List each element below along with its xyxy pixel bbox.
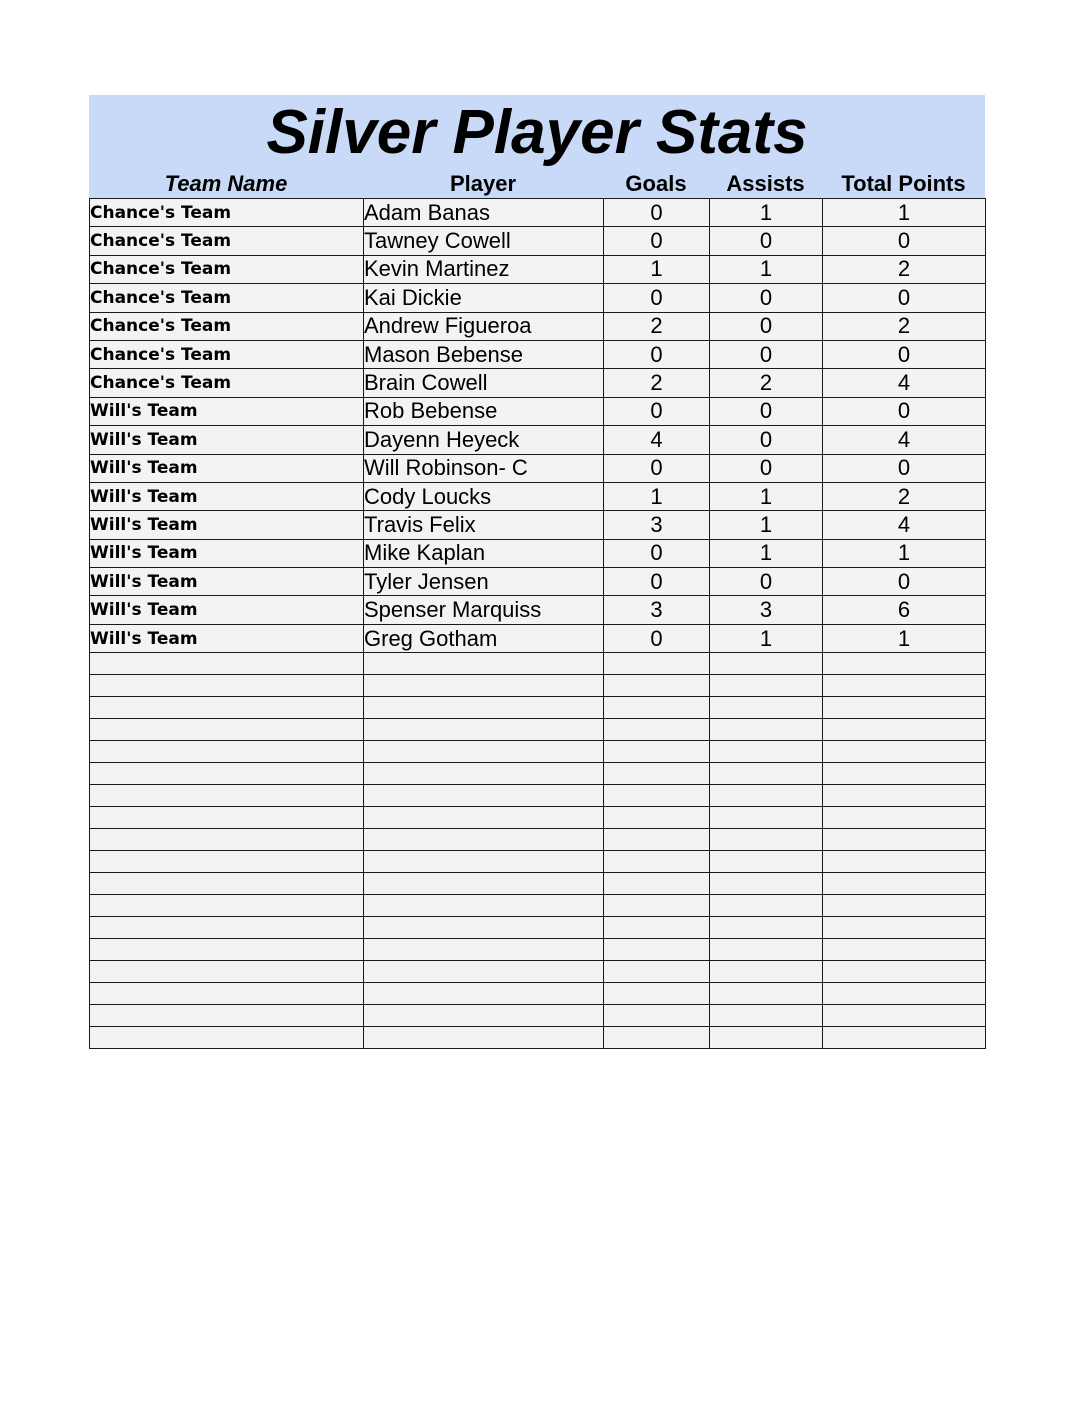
empty-cell[interactable] <box>90 961 364 983</box>
empty-cell[interactable] <box>710 939 823 961</box>
team-name-cell[interactable]: Will's Team <box>90 397 364 425</box>
table-row <box>90 539 986 567</box>
assists-cell[interactable]: 2 <box>710 369 823 397</box>
empty-cell[interactable] <box>823 939 986 961</box>
empty-table-row <box>90 851 986 873</box>
empty-table-row <box>90 653 986 675</box>
total-points-cell[interactable]: 2 <box>823 312 986 340</box>
empty-cell[interactable] <box>90 829 364 851</box>
goals-cell[interactable]: 0 <box>604 539 710 567</box>
assists-cell[interactable]: 3 <box>710 596 823 624</box>
player-name-cell[interactable]: Will Robinson- C <box>364 454 604 482</box>
team-name-cell[interactable]: Chance's Team <box>90 340 364 368</box>
empty-cell[interactable] <box>823 675 986 697</box>
empty-cell[interactable] <box>604 1005 710 1027</box>
team-name-cell[interactable]: Will's Team <box>90 454 364 482</box>
assists-cell[interactable]: 0 <box>710 426 823 454</box>
empty-cell[interactable] <box>604 785 710 807</box>
assists-cell[interactable]: 1 <box>710 511 823 539</box>
goals-cell[interactable]: 0 <box>604 199 710 227</box>
empty-table-row <box>90 873 986 895</box>
table-row <box>90 340 986 368</box>
player-name-cell[interactable]: Cody Loucks <box>364 482 604 510</box>
table-row <box>90 426 986 454</box>
team-name-cell[interactable]: Will's Team <box>90 624 364 652</box>
empty-cell[interactable] <box>604 873 710 895</box>
empty-cell[interactable] <box>90 675 364 697</box>
empty-cell[interactable] <box>710 895 823 917</box>
total-points-cell[interactable]: 4 <box>823 511 986 539</box>
empty-cell[interactable] <box>710 807 823 829</box>
empty-cell[interactable] <box>90 653 364 675</box>
table-row <box>90 284 986 312</box>
assists-cell[interactable]: 0 <box>710 454 823 482</box>
empty-table-row <box>90 895 986 917</box>
table-row <box>90 397 986 425</box>
empty-cell[interactable] <box>823 741 986 763</box>
empty-cell[interactable] <box>364 697 604 719</box>
empty-cell[interactable] <box>604 807 710 829</box>
total-points-cell[interactable]: 4 <box>823 369 986 397</box>
assists-cell[interactable]: 0 <box>710 312 823 340</box>
header-total-points: Total Points <box>841 171 966 196</box>
empty-cell[interactable] <box>710 851 823 873</box>
empty-table-row <box>90 961 986 983</box>
empty-cell[interactable] <box>364 807 604 829</box>
empty-cell[interactable] <box>364 895 604 917</box>
empty-cell[interactable] <box>823 697 986 719</box>
table-row <box>90 199 986 227</box>
empty-cell[interactable] <box>823 917 986 939</box>
player-name-cell[interactable]: Mason Bebense <box>364 340 604 368</box>
empty-cell[interactable] <box>710 873 823 895</box>
empty-cell[interactable] <box>710 741 823 763</box>
empty-cell[interactable] <box>90 983 364 1005</box>
empty-table-row <box>90 917 986 939</box>
goals-cell[interactable]: 0 <box>604 227 710 255</box>
player-name-cell[interactable]: Mike Kaplan <box>364 539 604 567</box>
player-name-cell[interactable]: Spenser Marquiss <box>364 596 604 624</box>
empty-cell[interactable] <box>364 829 604 851</box>
empty-table-row <box>90 1005 986 1027</box>
table-row <box>90 624 986 652</box>
assists-cell[interactable]: 0 <box>710 568 823 596</box>
empty-cell[interactable] <box>823 873 986 895</box>
goals-cell[interactable]: 0 <box>604 568 710 596</box>
empty-cell[interactable] <box>710 763 823 785</box>
empty-cell[interactable] <box>710 1005 823 1027</box>
team-name-cell[interactable]: Chance's Team <box>90 199 364 227</box>
empty-cell[interactable] <box>604 917 710 939</box>
assists-cell[interactable]: 0 <box>710 340 823 368</box>
player-name-cell[interactable]: Adam Banas <box>364 199 604 227</box>
header-goals: Goals <box>625 171 687 196</box>
team-name-cell[interactable]: Chance's Team <box>90 284 364 312</box>
total-points-cell[interactable]: 6 <box>823 596 986 624</box>
empty-cell[interactable] <box>710 829 823 851</box>
table-row <box>90 511 986 539</box>
empty-cell[interactable] <box>90 851 364 873</box>
empty-cell[interactable] <box>823 807 986 829</box>
empty-cell[interactable] <box>710 697 823 719</box>
player-name-cell[interactable]: Dayenn Heyeck <box>364 426 604 454</box>
total-points-cell[interactable]: 2 <box>823 482 986 510</box>
total-points-cell[interactable]: 0 <box>823 397 986 425</box>
empty-cell[interactable] <box>823 851 986 873</box>
goals-cell[interactable]: 4 <box>604 426 710 454</box>
goals-cell[interactable]: 1 <box>604 482 710 510</box>
empty-cell[interactable] <box>90 697 364 719</box>
stats-sheet <box>89 95 985 1049</box>
empty-cell[interactable] <box>604 983 710 1005</box>
header-player: Player <box>449 171 517 196</box>
table-row <box>90 312 986 340</box>
empty-cell[interactable] <box>604 939 710 961</box>
assists-cell[interactable]: 1 <box>710 255 823 283</box>
table-row <box>90 482 986 510</box>
team-name-cell[interactable]: Will's Team <box>90 482 364 510</box>
goals-cell[interactable]: 0 <box>604 340 710 368</box>
header-team-name: Team Name <box>164 171 288 196</box>
empty-table-row <box>90 785 986 807</box>
team-name-cell[interactable]: Will's Team <box>90 596 364 624</box>
empty-cell[interactable] <box>364 851 604 873</box>
empty-cell[interactable] <box>364 873 604 895</box>
empty-cell[interactable] <box>604 653 710 675</box>
goals-cell[interactable]: 3 <box>604 596 710 624</box>
empty-cell[interactable] <box>710 917 823 939</box>
goals-cell[interactable]: 2 <box>604 369 710 397</box>
empty-cell[interactable] <box>364 675 604 697</box>
team-name-cell[interactable]: Chance's Team <box>90 312 364 340</box>
empty-cell[interactable] <box>364 785 604 807</box>
empty-cell[interactable] <box>364 983 604 1005</box>
player-name-cell[interactable]: Travis Felix <box>364 511 604 539</box>
total-points-cell[interactable]: 0 <box>823 454 986 482</box>
empty-cell[interactable] <box>823 961 986 983</box>
player-name-cell[interactable]: Tyler Jensen <box>364 568 604 596</box>
empty-cell[interactable] <box>90 741 364 763</box>
empty-cell[interactable] <box>710 785 823 807</box>
empty-cell[interactable] <box>823 829 986 851</box>
player-name-cell[interactable]: Kai Dickie <box>364 284 604 312</box>
empty-cell[interactable] <box>364 741 604 763</box>
total-points-cell[interactable]: 1 <box>823 199 986 227</box>
empty-cell[interactable] <box>710 675 823 697</box>
player-name-cell[interactable]: Kevin Martinez <box>364 255 604 283</box>
assists-cell[interactable]: 1 <box>710 482 823 510</box>
total-points-cell[interactable]: 4 <box>823 426 986 454</box>
empty-cell[interactable] <box>823 719 986 741</box>
empty-table-row <box>90 763 986 785</box>
empty-table-row <box>90 1027 986 1049</box>
goals-cell[interactable]: 0 <box>604 454 710 482</box>
empty-cell[interactable] <box>90 763 364 785</box>
empty-cell[interactable] <box>364 719 604 741</box>
empty-cell[interactable] <box>604 719 710 741</box>
empty-cell[interactable] <box>710 961 823 983</box>
empty-cell[interactable] <box>823 1027 986 1049</box>
total-points-cell[interactable]: 1 <box>823 539 986 567</box>
player-name-cell[interactable]: Rob Bebense <box>364 397 604 425</box>
empty-cell[interactable] <box>823 895 986 917</box>
empty-cell[interactable] <box>710 719 823 741</box>
empty-table-row <box>90 983 986 1005</box>
team-name-cell[interactable]: Will's Team <box>90 511 364 539</box>
table-row <box>90 568 986 596</box>
goals-cell[interactable]: 0 <box>604 624 710 652</box>
empty-cell[interactable] <box>710 1027 823 1049</box>
empty-cell[interactable] <box>823 1005 986 1027</box>
empty-table-row <box>90 939 986 961</box>
empty-cell[interactable] <box>710 983 823 1005</box>
empty-table-row <box>90 719 986 741</box>
empty-cell[interactable] <box>90 1027 364 1049</box>
goals-cell[interactable]: 2 <box>604 312 710 340</box>
empty-cell[interactable] <box>364 763 604 785</box>
goals-cell[interactable]: 0 <box>604 284 710 312</box>
empty-cell[interactable] <box>90 719 364 741</box>
empty-table-row <box>90 741 986 763</box>
empty-cell[interactable] <box>90 895 364 917</box>
empty-cell[interactable] <box>604 763 710 785</box>
empty-cell[interactable] <box>604 961 710 983</box>
goals-cell[interactable]: 3 <box>604 511 710 539</box>
player-name-cell[interactable]: Tawney Cowell <box>364 227 604 255</box>
goals-cell[interactable]: 0 <box>604 397 710 425</box>
player-name-cell[interactable]: Andrew Figueroa <box>364 312 604 340</box>
table-row <box>90 227 986 255</box>
goals-cell[interactable]: 1 <box>604 255 710 283</box>
empty-cell[interactable] <box>823 785 986 807</box>
empty-table-row <box>90 697 986 719</box>
assists-cell[interactable]: 0 <box>710 227 823 255</box>
stats-table-body <box>90 199 986 1049</box>
column-header-row <box>89 170 985 198</box>
team-name-cell[interactable]: Chance's Team <box>90 227 364 255</box>
total-points-cell[interactable]: 1 <box>823 624 986 652</box>
empty-cell[interactable] <box>604 895 710 917</box>
table-row <box>90 255 986 283</box>
player-name-cell[interactable]: Greg Gotham <box>364 624 604 652</box>
empty-cell[interactable] <box>364 653 604 675</box>
empty-table-row <box>90 829 986 851</box>
total-points-cell[interactable]: 2 <box>823 255 986 283</box>
empty-cell[interactable] <box>364 939 604 961</box>
empty-cell[interactable] <box>90 807 364 829</box>
total-points-cell[interactable]: 0 <box>823 284 986 312</box>
empty-cell[interactable] <box>823 983 986 1005</box>
empty-cell[interactable] <box>823 653 986 675</box>
empty-cell[interactable] <box>604 675 710 697</box>
table-row <box>90 596 986 624</box>
total-points-cell[interactable]: 0 <box>823 340 986 368</box>
assists-cell[interactable]: 0 <box>710 397 823 425</box>
player-name-cell[interactable]: Brain Cowell <box>364 369 604 397</box>
empty-cell[interactable] <box>604 697 710 719</box>
assists-cell[interactable]: 1 <box>710 199 823 227</box>
empty-table-row <box>90 807 986 829</box>
empty-cell[interactable] <box>364 917 604 939</box>
empty-cell[interactable] <box>364 1005 604 1027</box>
title-band <box>89 95 985 198</box>
header-assists: Assists <box>726 171 805 196</box>
empty-cell[interactable] <box>90 939 364 961</box>
empty-cell[interactable] <box>604 1027 710 1049</box>
team-name-cell[interactable]: Will's Team <box>90 426 364 454</box>
empty-cell[interactable] <box>364 1027 604 1049</box>
empty-cell[interactable] <box>710 653 823 675</box>
empty-cell[interactable] <box>604 851 710 873</box>
empty-cell[interactable] <box>604 741 710 763</box>
empty-cell[interactable] <box>604 829 710 851</box>
team-name-cell[interactable]: Chance's Team <box>90 369 364 397</box>
assists-cell[interactable]: 1 <box>710 624 823 652</box>
empty-table-row <box>90 675 986 697</box>
total-points-cell[interactable]: 0 <box>823 227 986 255</box>
empty-cell[interactable] <box>364 961 604 983</box>
empty-cell[interactable] <box>90 917 364 939</box>
stats-table <box>89 198 986 1049</box>
table-row <box>90 369 986 397</box>
total-points-cell[interactable]: 0 <box>823 568 986 596</box>
empty-cell[interactable] <box>90 873 364 895</box>
team-name-cell[interactable]: Will's Team <box>90 539 364 567</box>
table-row <box>90 454 986 482</box>
empty-cell[interactable] <box>90 785 364 807</box>
page-title: Silver Player Stats <box>266 98 808 167</box>
empty-cell[interactable] <box>90 1005 364 1027</box>
assists-cell[interactable]: 1 <box>710 539 823 567</box>
assists-cell[interactable]: 0 <box>710 284 823 312</box>
team-name-cell[interactable]: Will's Team <box>90 568 364 596</box>
team-name-cell[interactable]: Chance's Team <box>90 255 364 283</box>
empty-cell[interactable] <box>823 763 986 785</box>
